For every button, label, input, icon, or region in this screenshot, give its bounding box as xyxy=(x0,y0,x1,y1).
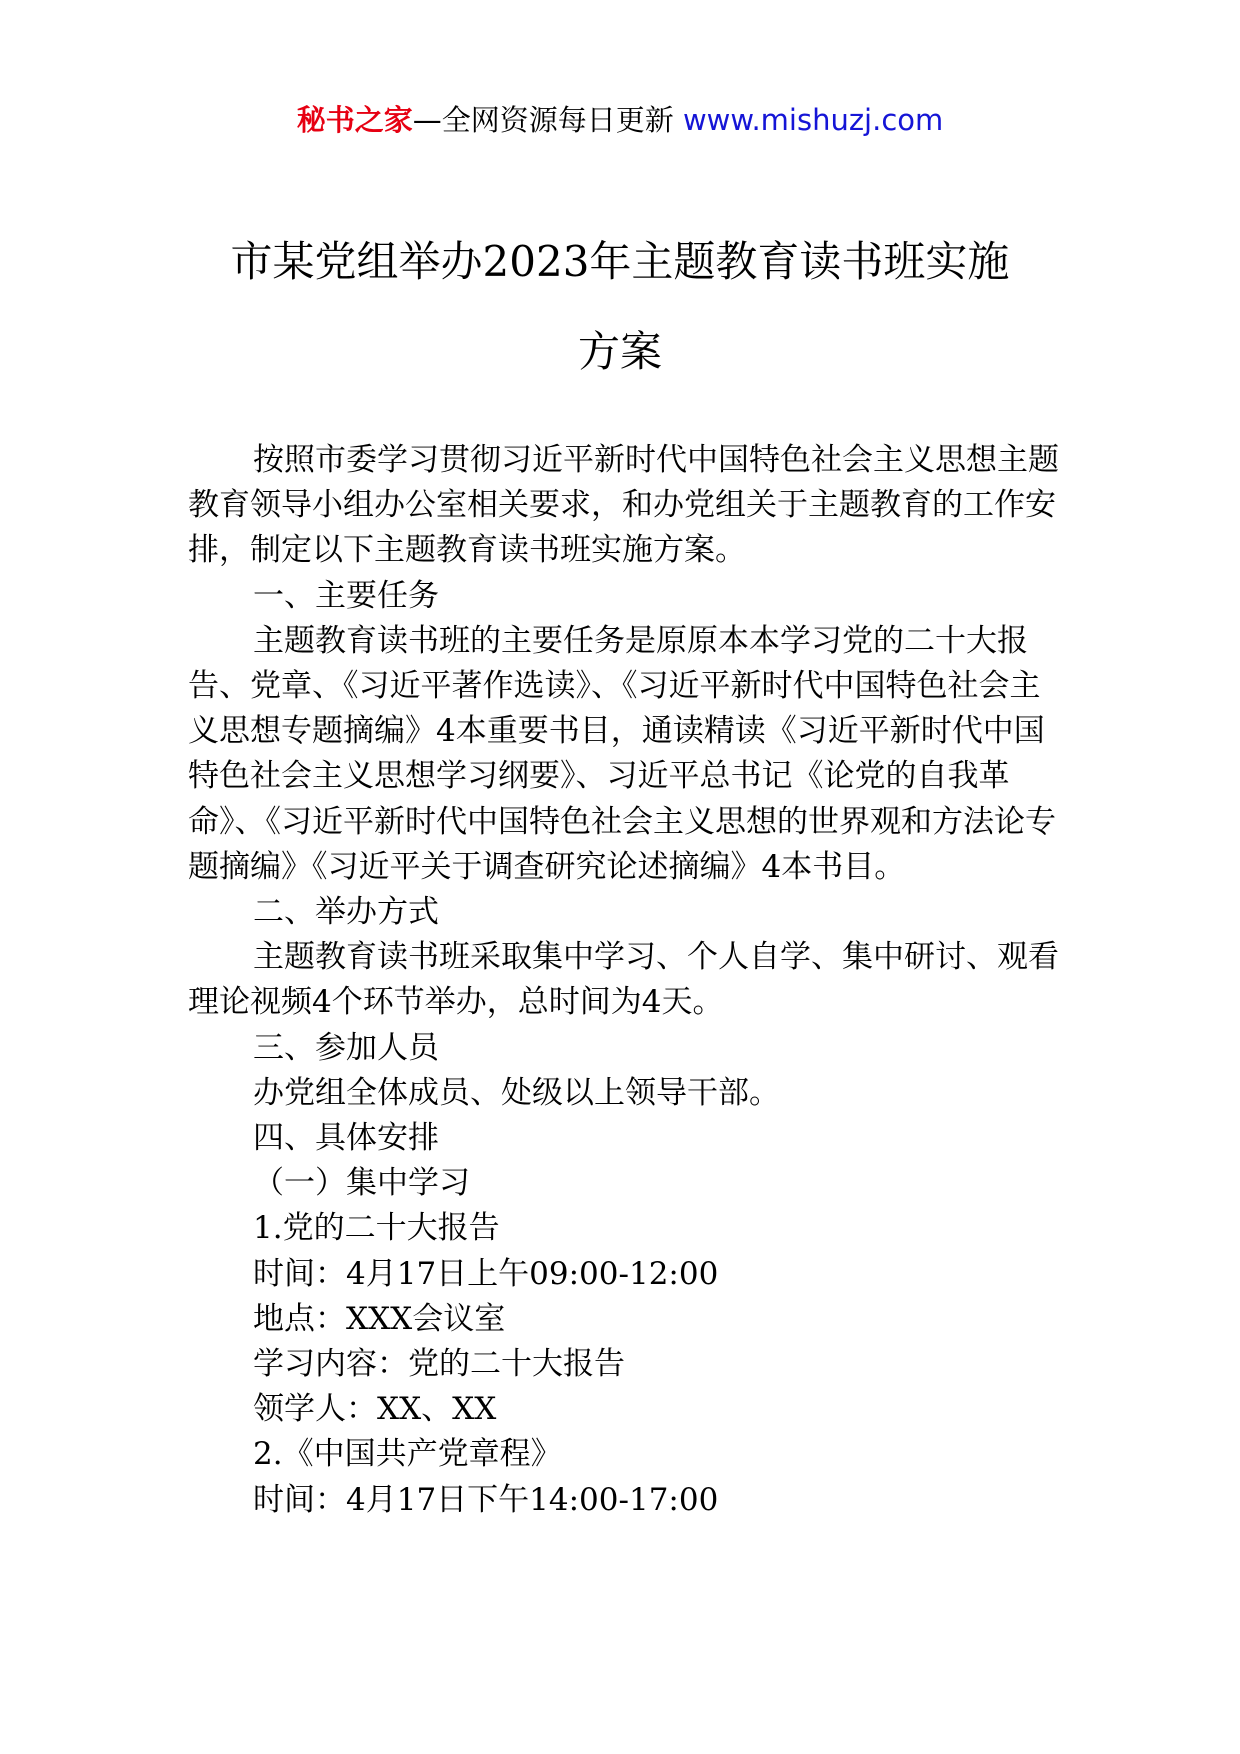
section-paragraph: 主题教育读书班的主要任务是原原本本学习党的二十大报告、党章、《习近平著作选读》、《习近平新时代中国特色社会主义思想专题摘编》4本重要书目，通读精读《习近平新时代中国特色社会主义思想学习纲要》、习近平总书记《论党的自我革命》、《习近平新时代中国特色社会主义思想的世界观和方法论专题摘编》《习近平关于调查研究论述摘编》4本书目。 xyxy=(188,622,1056,885)
intro-paragraph: 按照市委学习贯彻习近平新时代中国特色社会主义思想主题教育领导小组办公室相关要求，和办党组关于主题教育的工作安排，制定以下主题教育读书班实施方案。 xyxy=(188,442,1059,569)
document-title-line-2: 方案 xyxy=(577,327,662,376)
item-title: 1.党的二十大报告 xyxy=(253,1210,500,1247)
document-body xyxy=(188,438,1068,1523)
item-time: 时间：4月17日下午14:00-17:00 xyxy=(253,1481,719,1518)
section-heading: 二、举办方式 xyxy=(253,894,439,931)
site-brand: 秘书之家 xyxy=(296,103,413,137)
document-title-line-1: 市某党组举办2023年主题教育读书班实施 xyxy=(230,237,1010,286)
item-place: 地点：XXX会议室 xyxy=(253,1300,506,1337)
section-paragraph: 主题教育读书班采取集中学习、个人自学、集中研讨、观看理论视频4个环节举办，总时间为4天。 xyxy=(188,939,1059,1021)
subsection-heading: （一）集中学习 xyxy=(253,1165,470,1202)
item-content: 学习内容：党的二十大报告 xyxy=(253,1346,625,1383)
item-leader: 领学人：XX、XX xyxy=(253,1391,497,1428)
section-heading: 一、主要任务 xyxy=(253,577,439,614)
item-time: 时间：4月17日上午09:00-12:00 xyxy=(253,1255,719,1292)
site-url-link[interactable]: www.mishuzj.com xyxy=(682,103,944,137)
site-header xyxy=(0,100,1240,140)
item-title: 2.《中国共产党章程》 xyxy=(253,1436,562,1473)
section-heading: 四、具体安排 xyxy=(253,1120,439,1157)
section-paragraph: 办党组全体成员、处级以上领导干部。 xyxy=(253,1074,780,1111)
site-slogan: —全网资源每日更新 xyxy=(412,103,674,137)
section-heading: 三、参加人员 xyxy=(253,1029,439,1066)
